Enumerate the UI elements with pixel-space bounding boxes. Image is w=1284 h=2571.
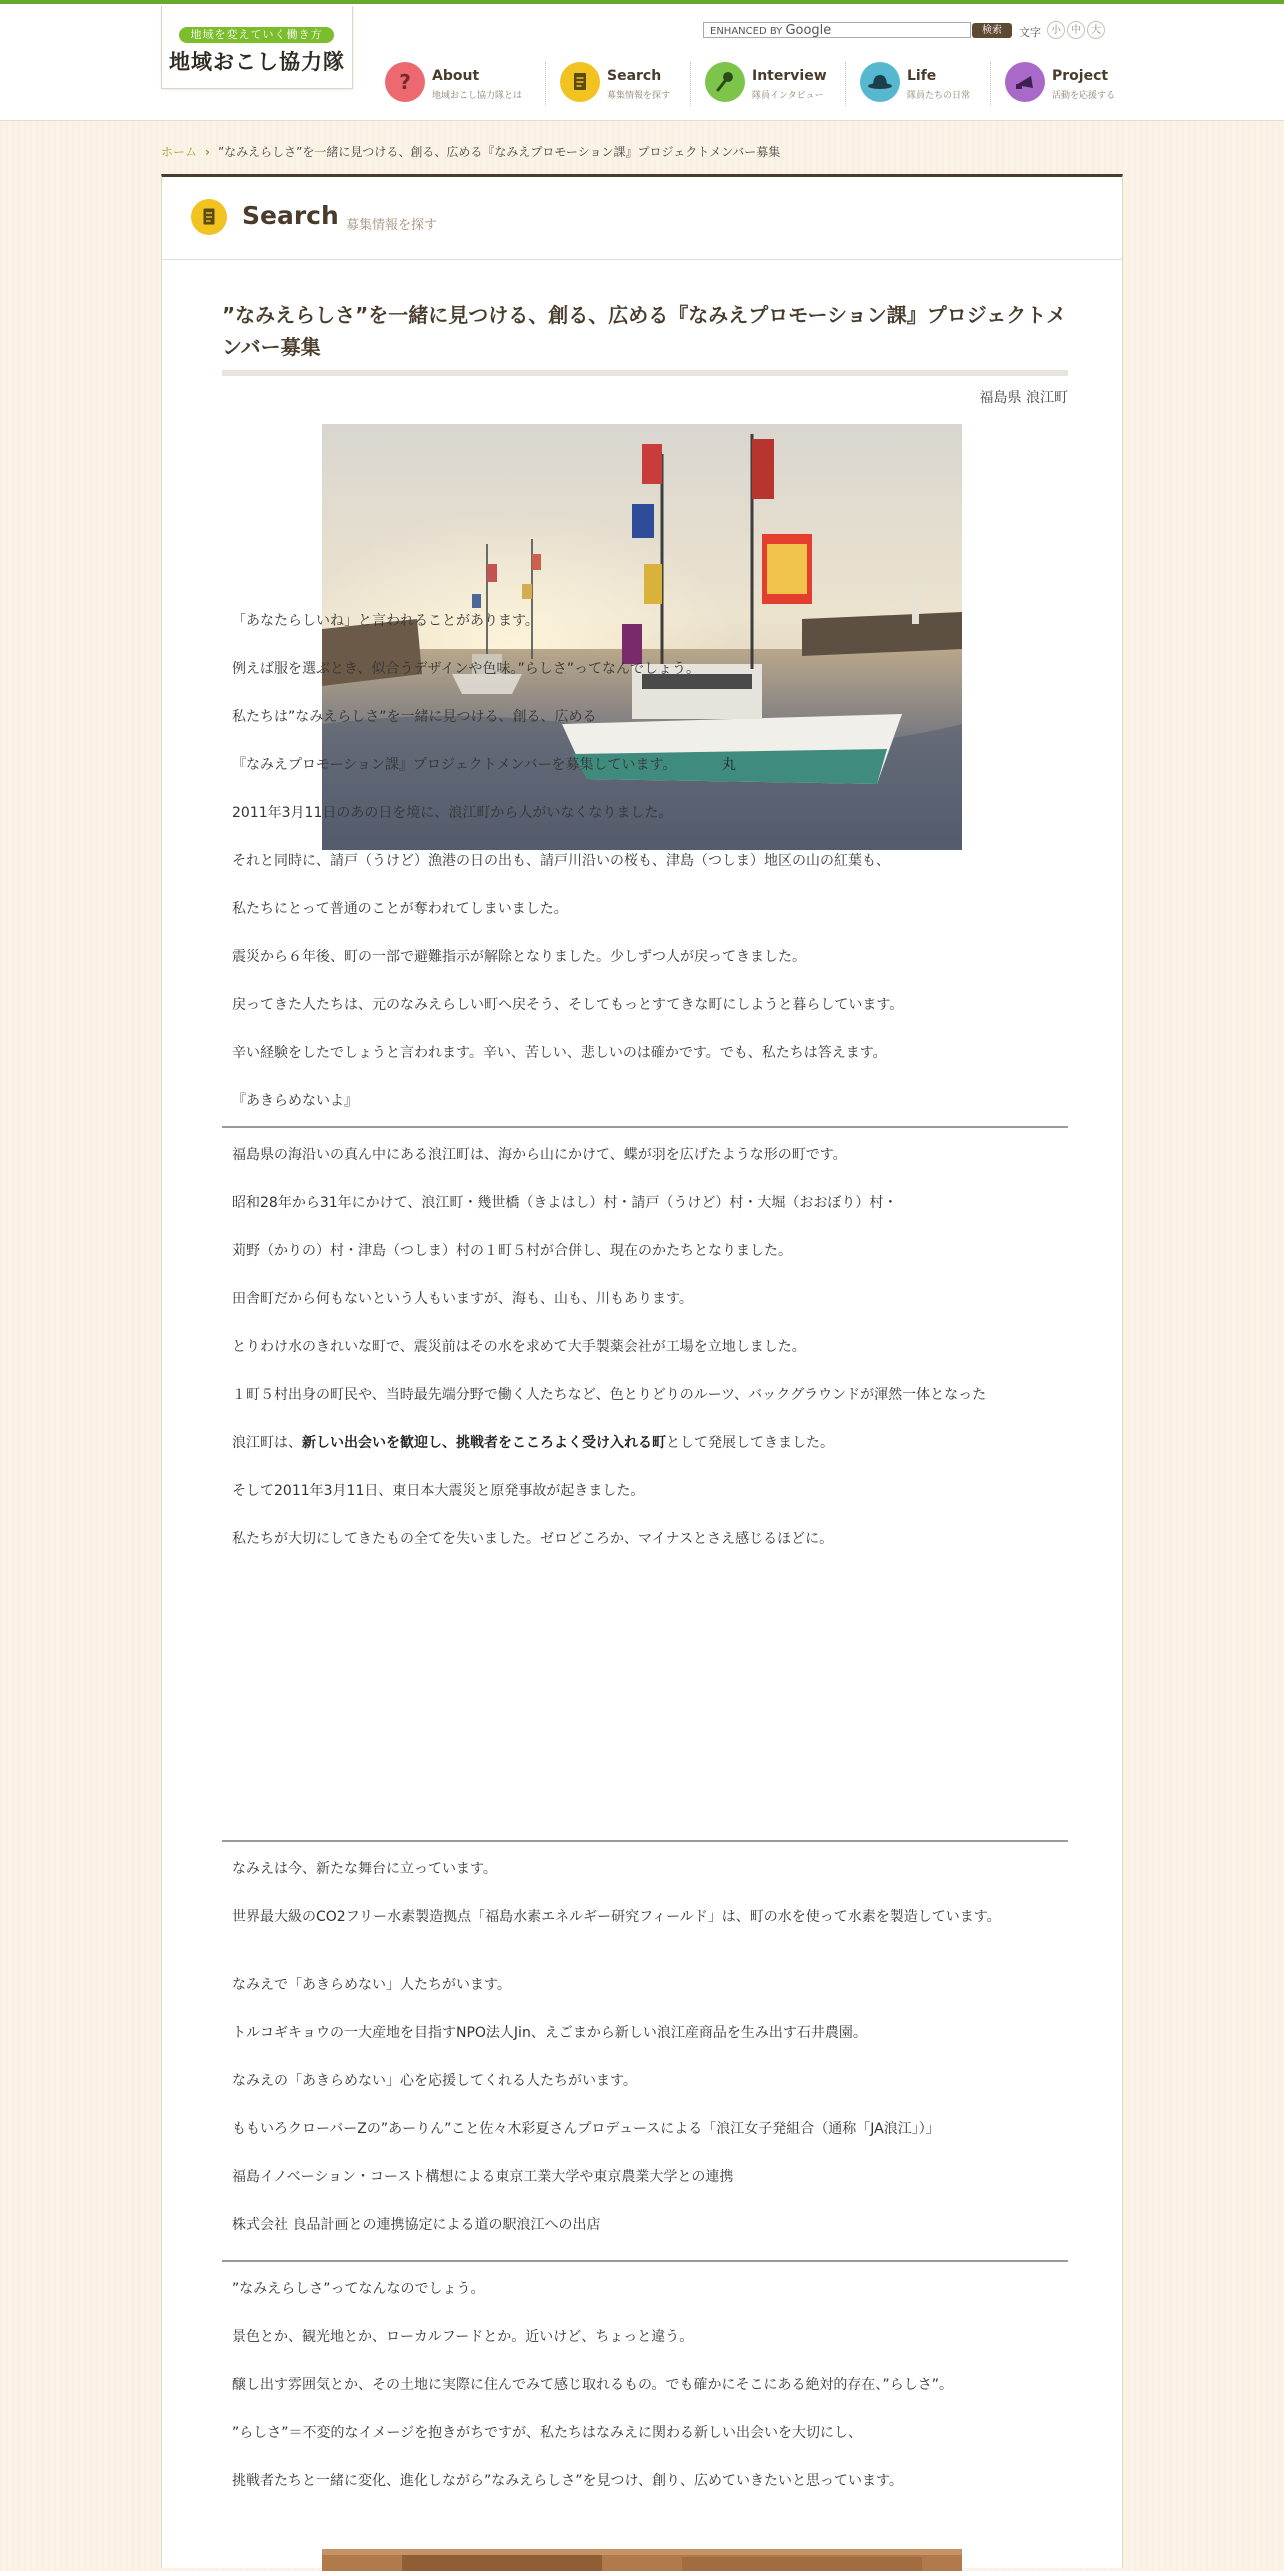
paragraph: なみえの「あきらめない」心を応援してくれる人たちがいます。 (232, 2073, 637, 2089)
paragraph: 苅野（かりの）村・津島（つしま）村の１町５村が合併し、現在のかたちとなりました。 (232, 1243, 792, 1259)
paragraph: 「あなたらしいね」と言われることがあります。 (232, 613, 539, 629)
paragraph: 福島イノベーション・コースト構想による東京工業大学や東京農業大学との連携 (232, 2169, 734, 2185)
paragraph: 福島県の海沿いの真ん中にある浪江町は、海から山にかけて、蝶が羽を広げたような形の町です。 (232, 1147, 847, 1163)
emphasis-lead: 浪江町は、 (232, 1435, 302, 1451)
section-divider (222, 1126, 1068, 1128)
megaphone-icon (1005, 62, 1045, 102)
font-size-large-button[interactable]: 大 (1087, 21, 1105, 39)
paragraph: 『なみえプロモーション課』プロジェクトメンバーを募集しています。 (232, 757, 677, 773)
breadcrumb (161, 143, 780, 160)
hat-icon (860, 62, 900, 102)
search-button[interactable]: 検索 (972, 23, 1012, 38)
paragraph: トルコギキョウの一大産地を目指すNPO法人Jin、えごまから新しい浪江産商品を生み出す石井農園。 (232, 2025, 867, 2041)
logo-tagline: 地域を変えていく働き方 (179, 27, 334, 43)
paragraph: 『あきらめないよ』 (232, 1093, 358, 1109)
article-location: 福島県 浪江町 (979, 390, 1068, 406)
section-header (162, 177, 1122, 260)
nav-divider (845, 62, 847, 106)
paragraph: なみえは今、新たな舞台に立っています。 (232, 1861, 497, 1877)
nav-search-title: Search (607, 68, 662, 84)
paragraph: １町５村出身の町民や、当時最先端分野で働く人たちなど、色とりどりのルーツ、バックグラウンドが渾然一体となった (232, 1387, 987, 1403)
paragraph-with-emphasis (232, 1433, 1062, 1453)
paragraph: 昭和28年から31年にかけて、浪江町・幾世橋（きよはし）村・請戸（うけど）村・大堀（おおぼり）村・ (232, 1195, 898, 1211)
breadcrumb-home-link[interactable]: ホーム (161, 145, 198, 159)
paragraph: 震災から６年後、町の一部で避難指示が解除となりました。少しずつ人が戻ってきました。 (232, 949, 806, 965)
paragraph: 醸し出す雰囲気とか、その土地に実際に住んでみて感じ取れるもの。でも確かにそこにある絶対的存在、”らしさ”。 (232, 2377, 953, 2393)
paragraph: 例えば服を選ぶとき、似合うデザインや色味。”らしさ”ってなんでしょう。 (232, 661, 700, 677)
microphone-icon (705, 62, 745, 102)
paragraph: ”なみえらしさ”ってなんなのでしょう。 (232, 2281, 485, 2297)
search-input[interactable] (703, 22, 971, 38)
section-subtitle: 募集情報を探す (346, 218, 438, 233)
breadcrumb-current: ”なみえらしさ”を一緒に見つける、創る、広める『なみえプロモーション課』プロジェクトメンバー募集 (217, 145, 781, 159)
svg-text:?: ? (399, 70, 411, 94)
document-icon (560, 62, 600, 102)
nav-search-subtitle: 募集情報を探す (607, 91, 671, 101)
emphasis-text: 新しい出会いを歓迎し、挑戦者をこころよく受け入れる町 (302, 1435, 666, 1451)
paragraph: 私たちにとって普通のことが奪われてしまいました。 (232, 901, 568, 917)
nav-life-subtitle: 隊員たちの日常 (907, 91, 971, 101)
section-title: Search (242, 201, 339, 230)
paragraph: 私たちが大切にしてきたもの全てを失いました。ゼロどころか、マイナスとさえ感じるほどに。 (232, 1531, 834, 1547)
nav-divider (690, 62, 692, 106)
font-size-medium-button[interactable]: 中 (1067, 21, 1085, 39)
search-placeholder-brand: Google (785, 23, 832, 38)
nav-project-title: Project (1052, 68, 1109, 84)
section-divider (222, 1840, 1068, 1842)
paragraph: とりわけ水のきれいな町で、震災前はその水を求めて大手製薬会社が工場を立地しました。 (232, 1339, 806, 1355)
nav-divider (545, 62, 547, 106)
paragraph: 挑戦者たちと一緒に変化、進化しながら”なみえらしさ”を見つけ、創り、広めていきたいと思っています。 (232, 2473, 903, 2489)
question-icon (385, 62, 425, 102)
paragraph: 辛い経験をしたでしょうと言われます。辛い、苦しい、悲しいのは確かです。でも、私たちは答えます。 (232, 1045, 887, 1061)
paragraph: ”らしさ”＝不変的なイメージを抱きがちですが、私たちはなみえに関わる新しい出会いを大切にし、 (232, 2425, 862, 2441)
section-divider (222, 2260, 1068, 2262)
paragraph: 世界最大級のCO2フリー水素製造拠点「福島水素エネルギー研究フィールド」は、町の水を使って水素を製造しています。 (232, 1909, 1001, 1925)
main-content (161, 174, 1123, 2568)
nav-project-subtitle: 活動を応援する (1052, 91, 1116, 101)
paragraph: 田舎町だから何もないという人もいますが、海も、山も、川もあります。 (232, 1291, 693, 1307)
nav-interview-subtitle: 隊員インタビュー (752, 91, 824, 101)
logo-title: 地域おこし協力隊 (169, 50, 345, 74)
site-header (0, 4, 1284, 121)
paragraph: 2011年3月11日のあの日を境に、浪江町から人がいなくなりました。 (232, 805, 673, 821)
paragraph: 株式会社 良品計画との連携協定による道の駅浪江への出店 (232, 2217, 601, 2233)
paragraph: 景色とか、観光地とか、ローカルフードとか。近いけど、ちょっと違う。 (232, 2329, 694, 2345)
article-title: ”なみえらしさ”を一緒に見つける、創る、広める『なみえプロモーション課』プロジェクトメンバー募集 (222, 303, 1067, 359)
font-size-small-button[interactable]: 小 (1047, 21, 1065, 39)
site-logo[interactable] (161, 6, 353, 89)
paragraph: なみえで「あきらめない」人たちがいます。 (232, 1977, 511, 1993)
paragraph: ももいろクローバーZの”あーりん”こと佐々木彩夏さんプロデュースによる「浪江女子発組合（通称「JA浪江」）」 (232, 2121, 940, 2137)
emphasis-tail: として発展してきました。 (666, 1435, 834, 1451)
document-icon (191, 199, 227, 235)
chevron-right-icon: › (205, 145, 210, 159)
title-underline (222, 370, 1068, 376)
font-size-label: 文字 (1019, 26, 1041, 39)
svg-text:丸: 丸 (722, 757, 736, 773)
search-placeholder-prefix: ENHANCED BY (710, 26, 783, 37)
nav-divider (990, 62, 992, 106)
nav-about-subtitle: 地域おこし協力隊とは (432, 91, 523, 101)
paragraph: そして2011年3月11日、東日本大震災と原発事故が起きました。 (232, 1483, 645, 1499)
paragraph: 私たちは”なみえらしさ”を一緒に見つける、創る、広める (232, 709, 597, 725)
site-search (703, 22, 1013, 40)
nav-about-title: About (432, 68, 480, 84)
paragraph: 戻ってきた人たちは、元のなみえらしい町へ戻そう、そしてもっとすてきな町にしようと暮らしています。 (232, 997, 904, 1013)
nav-interview-title: Interview (752, 68, 827, 84)
nav-life-title: Life (907, 68, 937, 84)
fishing-boats-photo (322, 424, 962, 850)
paragraph: それと同時に、請戸（うけど）漁港の日の出も、請戸川沿いの桜も、津島（つしま）地区の山の紅葉も、 (232, 853, 890, 869)
